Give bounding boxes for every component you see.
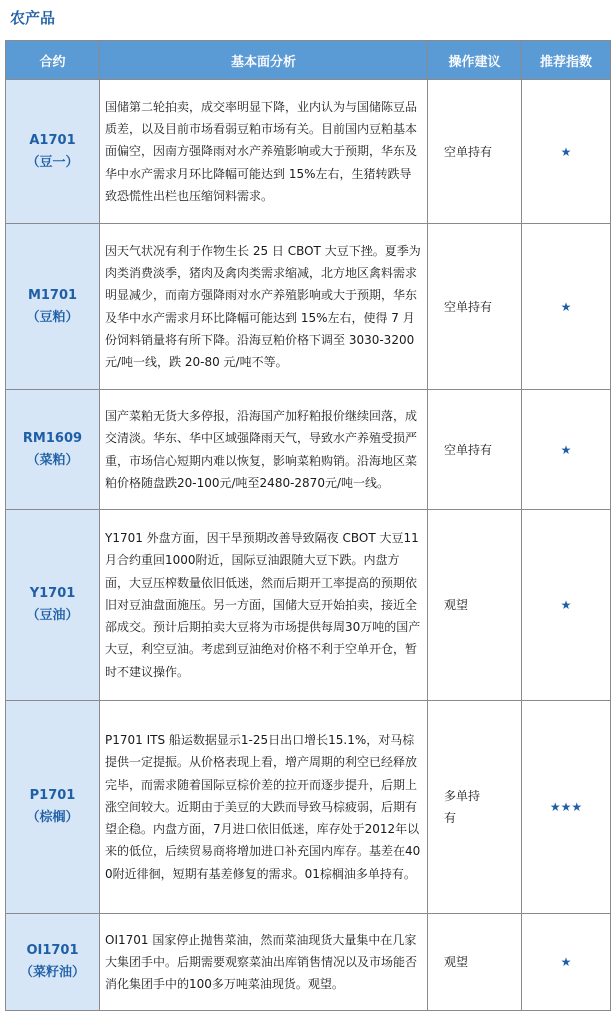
advice-cell: 观望: [428, 914, 522, 1011]
contract-code: M1701: [27, 287, 78, 303]
contract-name: （豆粕）: [26, 309, 79, 325]
analysis-cell: 因天气状况有利于作物生长 25 日 CBOT 大豆下挫。夏季为肉类消费淡季，猪肉及禽肉类需求缩减，北方地区禽料需求明显减少，而南方强降雨对水产养殖影响或大于预期，华东及华中水产需求月环比降幅可能达到 15%左右，使得 7 月份饲料销量将有所下降。沿海豆粕价格下调至 3030-3200 元/吨一线，跌 20-80 元/吨不等。: [100, 224, 428, 390]
table-row: [6, 224, 611, 390]
contract-code: RM1609: [22, 430, 83, 446]
contract-code: P1701: [29, 788, 76, 803]
analysis-cell: 国产菜粕无货大多停报，沿海国产加籽粕报价继续回落，成交清淡。华东、华中区域强降雨天气，导致水产养殖受损严重，市场信心短期内难以恢复，影响菜粕购销。沿海地区菜粕价格随盘跌20-100元/吨至2480-2870元/吨一线。: [100, 390, 428, 510]
header-contract: 合约: [6, 41, 100, 80]
contract-cell: [6, 80, 100, 224]
contract-code: Y1701: [29, 586, 76, 601]
contract-cell: [6, 914, 100, 1011]
analysis-cell: 国储第二轮拍卖，成交率明显下降，业内认为与国储陈豆品质差，以及目前市场看弱豆粕市场有关。目前国内豆粕基本面偏空，因南方强降雨对水产养殖影响或大于预期，华东及华中水产需求月环比降幅可能达到 15%左右，生猪转跌导致恐慌性出栏也压缩饲料需求。: [100, 80, 428, 224]
advice-cell: 空单持有: [428, 390, 522, 510]
analysis-cell: P1701 ITS 船运数据显示1-25日出口增长15.1%，对马棕提供一定提振。从价格表现上看，增产周期的利空已经释放完毕，而需求随着国际豆棕价差的拉开而逐步提升，后期上涨空间较大。近期由于美豆的大跌而导致马棕疲弱，后期有望企稳。内盘方面，7月进口依旧低迷，库存处于2012年以来的低位，后续贸易商将增加进口补充国内库存。基差在400附近徘徊，短期有基差修复的需求。01棕榈油多单持有。: [100, 701, 428, 914]
star-rating: ★: [522, 224, 611, 390]
header-advice: 操作建议: [428, 41, 522, 80]
contract-cell: [6, 701, 100, 914]
header-analysis: 基本面分析: [100, 41, 428, 80]
analysis-cell: OI1701 国家停止抛售菜油，然而菜油现货大量集中在几家大集团手中。后期需要观察菜油出库销售情况以及市场能否消化集团手中的100多万吨菜油现货。观望。: [100, 914, 428, 1011]
contract-name: （菜籽油）: [19, 965, 85, 980]
contract-name: （豆油）: [26, 608, 79, 623]
star-rating: ★★★: [522, 701, 611, 914]
recommendation-table: [5, 40, 611, 1011]
star-rating: ★: [522, 390, 611, 510]
advice-cell: 多单持有: [428, 701, 522, 914]
contract-name: （豆一）: [26, 154, 79, 170]
section-title: 农产品: [10, 9, 56, 27]
advice-cell: 空单持有: [428, 80, 522, 224]
contract-cell: [6, 390, 100, 510]
star-rating: ★: [522, 510, 611, 701]
advice-cell: 观望: [428, 510, 522, 701]
header-index: 推荐指数: [522, 41, 611, 80]
table-row: [6, 701, 611, 914]
contract-cell: [6, 224, 100, 390]
contract-cell: [6, 510, 100, 701]
contract-name: （棕榈）: [26, 810, 79, 825]
contract-name: （菜粕）: [26, 452, 79, 468]
contract-code: A1701: [29, 132, 76, 148]
contract-code: OI1701: [26, 943, 79, 958]
star-rating: ★: [522, 80, 611, 224]
table-row: [6, 914, 611, 1011]
table-row: [6, 510, 611, 701]
table-header-row: [6, 41, 611, 80]
table-row: [6, 80, 611, 224]
table-row: [6, 390, 611, 510]
advice-cell: 空单持有: [428, 224, 522, 390]
star-rating: ★: [522, 914, 611, 1011]
analysis-cell: Y1701 外盘方面，因干旱预期改善导致隔夜 CBOT 大豆11月合约重回1000附近，国际豆油跟随大豆下跌。内盘方面，大豆压榨数量依旧低迷，然而后期开工率提高的预期依旧对豆油盘面施压。另一方面，国储大豆开始拍卖，接近全部成交。预计后期拍卖大豆将为市场提供每周30万吨的国产大豆，利空豆油。考虑到豆油绝对价格不利于空单开仓，暂时不建议操作。: [100, 510, 428, 701]
